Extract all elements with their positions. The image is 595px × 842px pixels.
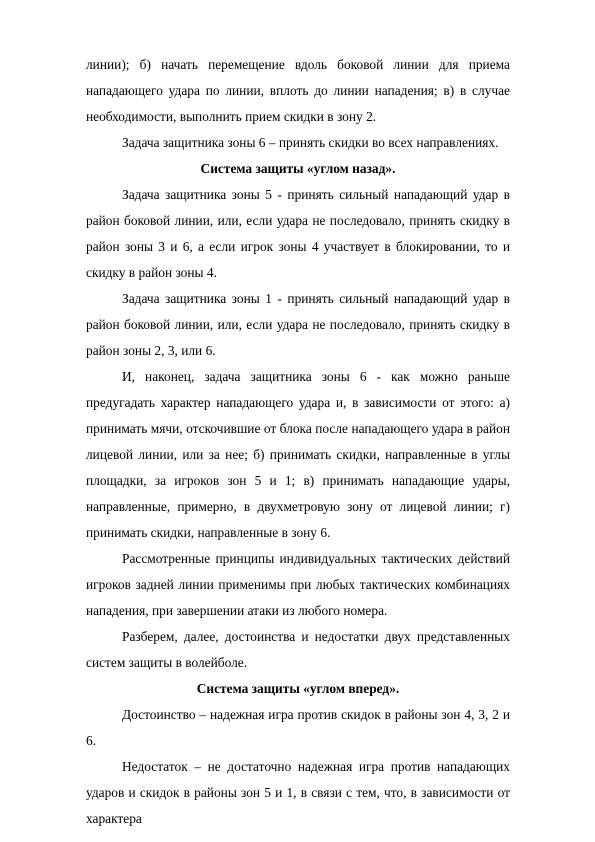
paragraph: Разберем, далее, достоинства и недостатки двух представленных систем защиты в волейболе. — [86, 629, 510, 670]
paragraph: Задача защитника зоны 6 – принять скидки во всех направлениях. — [122, 135, 499, 150]
section-heading: Система защиты «углом назад». — [200, 161, 396, 176]
paragraph: Недостаток – не достаточно надежная игра против нападающих ударов и скидок в районы зон 5 и 1, в связи с тем, что, в зависимости от характера — [86, 759, 510, 826]
paragraph: Задача защитника зоны 5 - принять сильный нападающий удар в район боковой линии, или, если удара не последовало, принять скидку в район зоны 3 и 6, а если игрок зоны 4 участвует в блокировании, то и скидку в район зоны 4. — [86, 187, 510, 280]
paragraph: линии); б) начать перемещение вдоль боковой линии для приема нападающего удара по линии, вплоть до линии нападения; в) в случае необходимости, выполнить прием скидки в зону 2. — [86, 57, 510, 124]
section-heading: Система защиты «углом вперед». — [196, 681, 400, 696]
document-page — [86, 52, 510, 832]
paragraph: Рассмотренные принципы индивидуальных тактических действий игроков задней линии применимы при любых тактических комбинациях нападения, при завершении атаки из любого номера. — [86, 551, 510, 618]
paragraph: Достоинство – надежная игра против скидок в районы зон 4, 3, 2 и 6. — [86, 707, 510, 748]
paragraph: Задача защитника зоны 1 - принять сильный нападающий удар в район боковой линии, или, если удара не последовало, принять скидку в район зоны 2, 3, или 6. — [86, 291, 510, 358]
paragraph: И, наконец, задача защитника зоны 6 - как можно раньше предугадать характер нападающего удара и, в зависимости от этого: а) принимать мячи, отскочившие от блока после нападающего удара в район лицевой линии, или за нее; б) принимать скидки, направленные в углы площадки, за игроков зон 5 и 1; в) принимать нападающие удары, направленные, примерно, в двухметровую зону от лицевой линии; г) принимать скидки, направленные в зону 6. — [86, 369, 510, 540]
